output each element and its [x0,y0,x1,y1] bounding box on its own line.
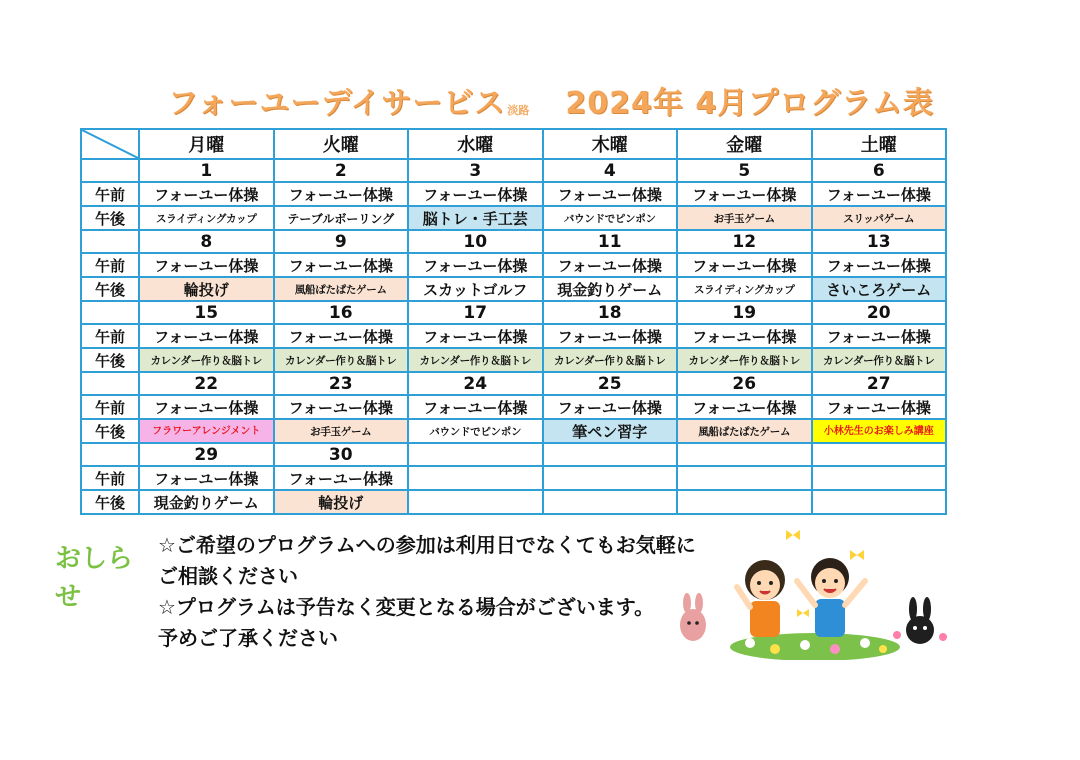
pm-program: カレンダー作り＆脳トレ [812,348,947,372]
date-cell: 25 [543,372,678,395]
pm-program: お手玉ゲーム [677,206,812,230]
pm-program: 現金釣りゲーム [139,490,274,514]
date-cell: 16 [274,301,409,324]
date-cell: 1 [139,159,274,182]
am-program: フォーユー体操 [677,324,812,348]
weekday-header: 土曜 [812,129,947,159]
pm-program: カレンダー作り＆脳トレ [274,348,409,372]
am-label: 午前 [81,324,139,348]
corner-cell [81,129,139,159]
title-main: フォーユーデイサービス [168,86,506,121]
pm-program: カレンダー作り＆脳トレ [139,348,274,372]
am-row [81,466,946,490]
pm-program: 風船ぱたぱたゲーム [677,419,812,443]
date-cell: 4 [543,159,678,182]
am-program: フォーユー体操 [408,324,543,348]
date-cell: 23 [274,372,409,395]
am-program: フォーユー体操 [139,253,274,277]
pm-program: スカットゴルフ [408,277,543,301]
am-row [81,253,946,277]
pm-program: お手玉ゲーム [274,419,409,443]
am-program: フォーユー体操 [812,253,947,277]
date-row [81,372,946,395]
am-row [81,324,946,348]
am-label: 午前 [81,395,139,419]
weekday-header-row [81,129,946,159]
date-cell: 3 [408,159,543,182]
date-cell: 2 [274,159,409,182]
empty-cell [812,466,947,490]
pm-label: 午後 [81,419,139,443]
pm-program: 風船ぱたぱたゲーム [274,277,409,301]
am-program: フォーユー体操 [677,395,812,419]
date-row [81,443,946,466]
pm-program: 筆ペン習字 [543,419,678,443]
empty-cell [677,443,812,466]
title-sub: 淡路 [507,104,530,117]
am-program: フォーユー体操 [139,182,274,206]
weekday-header: 月曜 [139,129,274,159]
blank-cell [81,230,139,253]
am-program: フォーユー体操 [543,182,678,206]
weekday-header: 金曜 [677,129,812,159]
am-program: フォーユー体操 [274,395,409,419]
pm-program: 脳トレ・手工芸 [408,206,543,230]
notice-line: ご相談ください [158,564,298,588]
date-cell: 24 [408,372,543,395]
weekday-header: 火曜 [274,129,409,159]
pm-program: 小林先生のお楽しみ講座 [812,419,947,443]
notice-line: ☆ご希望のプログラムへの参加は利用日でなくてもお気軽に [158,533,696,557]
blank-cell [81,443,139,466]
date-row [81,159,946,182]
empty-cell [543,490,678,514]
date-row [81,301,946,324]
date-cell: 9 [274,230,409,253]
am-program: フォーユー体操 [677,182,812,206]
date-cell: 26 [677,372,812,395]
weekday-header: 水曜 [408,129,543,159]
pm-label: 午後 [81,490,139,514]
date-cell: 19 [677,301,812,324]
empty-cell [543,443,678,466]
am-program: フォーユー体操 [543,324,678,348]
pm-program: スライディングカップ [139,206,274,230]
date-cell: 10 [408,230,543,253]
am-label: 午前 [81,253,139,277]
date-cell: 13 [812,230,947,253]
am-row [81,182,946,206]
empty-cell [408,490,543,514]
date-cell: 11 [543,230,678,253]
empty-cell [408,443,543,466]
am-program: フォーユー体操 [408,253,543,277]
date-cell: 20 [812,301,947,324]
pm-program: フラワーアレンジメント [139,419,274,443]
am-program: フォーユー体操 [139,395,274,419]
date-cell: 22 [139,372,274,395]
empty-cell [812,490,947,514]
am-program: フォーユー体操 [812,395,947,419]
pm-program: 現金釣りゲーム [543,277,678,301]
date-cell: 29 [139,443,274,466]
empty-cell [677,490,812,514]
pm-row [81,206,946,230]
pm-program: スリッパゲーム [812,206,947,230]
page-title [168,86,934,122]
pm-label: 午後 [81,206,139,230]
program-calendar [80,128,947,515]
am-program: フォーユー体操 [543,395,678,419]
children-illustration [665,525,955,660]
notice-line: 予めご了承ください [158,626,338,650]
am-program: フォーユー体操 [274,324,409,348]
empty-cell [812,443,947,466]
date-cell: 18 [543,301,678,324]
pm-program: カレンダー作り＆脳トレ [408,348,543,372]
pm-program: カレンダー作り＆脳トレ [677,348,812,372]
notice-heading: おしらせ [55,544,134,612]
pm-row [81,490,946,514]
weekday-header: 木曜 [543,129,678,159]
pm-label: 午後 [81,277,139,301]
notice-line: ☆プログラムは予告なく変更となる場合がございます。 [158,595,655,619]
pm-program: 輪投げ [274,490,409,514]
empty-cell [408,466,543,490]
pm-program: テーブルボーリング [274,206,409,230]
date-cell: 6 [812,159,947,182]
blank-cell [81,301,139,324]
am-program: フォーユー体操 [139,466,274,490]
date-cell: 5 [677,159,812,182]
empty-cell [677,466,812,490]
pm-program: 輪投げ [139,277,274,301]
am-program: フォーユー体操 [408,182,543,206]
empty-cell [543,466,678,490]
am-program: フォーユー体操 [677,253,812,277]
am-program: フォーユー体操 [812,324,947,348]
am-program: フォーユー体操 [543,253,678,277]
blank-cell [81,372,139,395]
am-program: フォーユー体操 [274,253,409,277]
pm-program: スライディングカップ [677,277,812,301]
date-cell: 8 [139,230,274,253]
am-program: フォーユー体操 [408,395,543,419]
am-label: 午前 [81,466,139,490]
am-row [81,395,946,419]
date-cell: 17 [408,301,543,324]
am-program: フォーユー体操 [139,324,274,348]
am-program: フォーユー体操 [274,182,409,206]
date-cell: 27 [812,372,947,395]
date-cell: 12 [677,230,812,253]
pm-program: さいころゲーム [812,277,947,301]
pm-program: バウンドでピンポン [408,419,543,443]
pm-row [81,277,946,301]
blank-cell [81,159,139,182]
pm-program: カレンダー作り＆脳トレ [543,348,678,372]
date-cell: 30 [274,443,409,466]
pm-row [81,348,946,372]
pm-program: バウンドでピンポン [543,206,678,230]
pm-row [81,419,946,443]
am-program: フォーユー体操 [274,466,409,490]
am-label: 午前 [81,182,139,206]
date-row [81,230,946,253]
pm-label: 午後 [81,348,139,372]
date-cell: 15 [139,301,274,324]
am-program: フォーユー体操 [812,182,947,206]
title-period: 2024年 4月プログラム表 [565,86,934,121]
